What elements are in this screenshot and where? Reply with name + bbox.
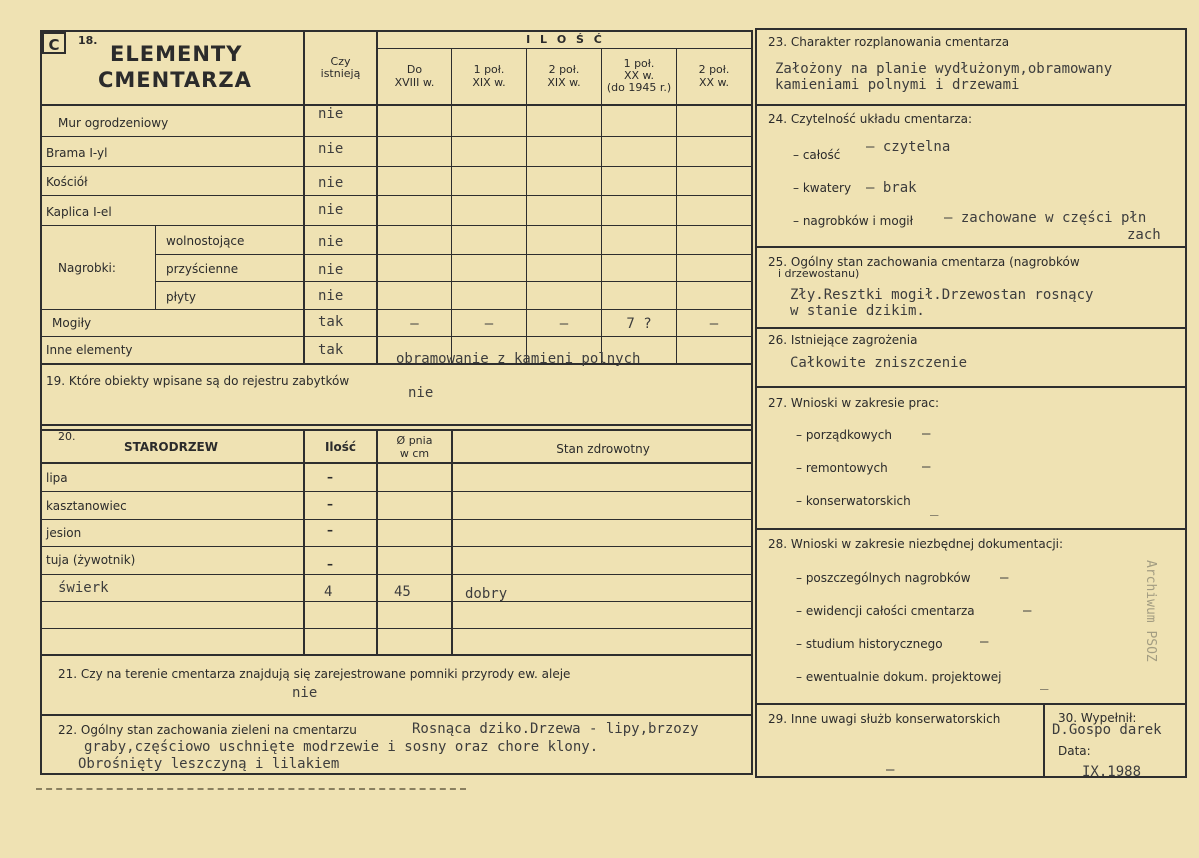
period-col-3-l2: XIX w. xyxy=(547,76,581,89)
row-label-wolnostojace: wolnostojące xyxy=(166,234,245,248)
mogily-period-1: – xyxy=(410,316,419,332)
period-col-3-l1: 2 poł. xyxy=(548,63,580,76)
period-col-4-l2: XX w. xyxy=(623,69,655,82)
row-value-brama: nie xyxy=(318,141,344,157)
q24-nagrobki-value: – zachowane w części płn xyxy=(944,210,1147,226)
period-col-5-l2: XX w. xyxy=(698,76,730,89)
q20-col-qty: Ilość xyxy=(324,440,357,454)
row-label-kaplica: Kaplica I-el xyxy=(46,205,112,219)
col-exists-line1: Czy xyxy=(330,55,351,68)
tree-name: jesion xyxy=(46,526,82,540)
q26-answer: Całkowite zniszczenie xyxy=(790,355,968,371)
q23-line2: kamieniami polnymi i drzewami xyxy=(775,77,1020,93)
q26-label: 26. Istniejące zagrożenia xyxy=(768,333,918,347)
q28-item: – ewidencji całości cmentarza xyxy=(796,604,975,618)
q25-line1: Zły.Resztki mogił.Drzewostan rosnący xyxy=(790,287,1094,303)
row-label-plyty: płyty xyxy=(166,290,196,304)
row-label-mogily: Mogiły xyxy=(52,316,92,330)
q22-line1: Rosnąca dziko.Drzewa - lipy,brzozy xyxy=(412,721,699,737)
q27-label: 27. Wnioski w zakresie prac: xyxy=(768,396,940,410)
table-title-line1: ELEMENTY xyxy=(110,42,243,66)
row-value-mur: nie xyxy=(318,106,344,122)
tree-name: lipa xyxy=(46,471,68,485)
q20-col-dia-line2: w cm xyxy=(399,447,430,460)
q20-col-health: Stan zdrowotny xyxy=(556,442,650,456)
q19-answer: nie xyxy=(408,385,434,401)
q23-line1: Założony na planie wydłużonym,obramowany xyxy=(775,61,1113,77)
q19-label: 19. Które obiekty wpisane są do rejestru zabytków xyxy=(46,374,350,388)
tree-qty: – xyxy=(327,523,333,537)
tree-qty: – xyxy=(327,470,333,484)
tree-diameter: 45 xyxy=(394,584,411,600)
q25-label: 25. Ogólny stan zachowania cmentarza (nagrobków xyxy=(768,255,1080,269)
q24-calosc-value: – czytelna xyxy=(866,139,951,155)
row-label-inne: Inne elementy xyxy=(46,343,133,357)
q22-label: 22. Ogólny stan zachowania zieleni na cmentarzu xyxy=(58,723,357,737)
q28-value: – xyxy=(1000,570,1009,586)
mogily-period-4: 7 ? xyxy=(626,316,652,332)
period-col-2-l2: XIX w. xyxy=(472,76,506,89)
archive-stamp: Archiwum PSOZ xyxy=(1143,560,1158,662)
q18-number: 18. xyxy=(78,34,98,47)
row-label-nagrobki: Nagrobki: xyxy=(58,261,116,275)
q28-value: – xyxy=(1023,603,1032,619)
q20-number: 20. xyxy=(58,430,76,443)
tree-qty: – xyxy=(327,557,333,571)
q20-col-dia-line1: Ø pnia xyxy=(396,434,433,447)
q24-nagrobki-value-cont: zach xyxy=(1127,227,1161,243)
q25-line2: w stanie dzikim. xyxy=(790,303,925,319)
q28-value: – xyxy=(980,634,989,650)
q21-label: 21. Czy na terenie cmentarza znajdują się zarejestrowane pomniki przyrody ew. aleje xyxy=(58,667,571,681)
q28-value: _ xyxy=(1040,674,1049,690)
q30-date-label: Data: xyxy=(1058,744,1091,758)
mogily-period-3: – xyxy=(559,316,569,332)
q24-label: 24. Czytelność układu cmentarza: xyxy=(768,112,973,126)
q30-name: D.Gospo darek xyxy=(1052,722,1162,738)
tree-name: kasztanowiec xyxy=(46,499,127,513)
q24-calosc-label: – całość xyxy=(793,148,841,162)
q30-date: IX.1988 xyxy=(1082,764,1142,780)
q27-item: – porządkowych xyxy=(796,428,892,442)
q24-nagrobki-label: – nagrobków i mogił xyxy=(793,214,914,228)
row-label-mur: Mur ogrodzeniowy xyxy=(58,116,169,130)
q25-label-cont: i drzewostanu) xyxy=(778,267,860,280)
q21-answer: nie xyxy=(292,685,318,701)
tree-name: tuja (żywotnik) xyxy=(46,553,136,567)
q27-item: – remontowych xyxy=(796,461,888,475)
q27-value: – xyxy=(922,459,931,475)
q22-line3: Obrośnięty leszczyną i lilakiem xyxy=(78,756,340,772)
footer-print-line xyxy=(36,788,466,790)
row-value-wolnostojace: nie xyxy=(318,234,344,250)
tree-qty: – xyxy=(327,497,333,511)
row-value-przyscienne: nie xyxy=(318,262,344,278)
q23-label: 23. Charakter rozplanowania cmentarza xyxy=(768,35,1010,49)
tree-name-handwritten: świerk xyxy=(58,580,109,596)
inne-note: obramowanie z kamieni polnych xyxy=(396,351,641,367)
section-letter: C xyxy=(42,32,66,54)
q28-label: 28. Wnioski w zakresie niezbędnej dokumentacji: xyxy=(768,537,1064,551)
row-value-kosciol: nie xyxy=(318,175,344,191)
q27-value: – xyxy=(922,426,931,442)
period-col-1-l2: XVIII w. xyxy=(394,76,435,89)
row-value-inne: tak xyxy=(318,342,344,358)
q28-item: – studium historycznego xyxy=(796,637,943,651)
q30-label: 30. Wypełnił: xyxy=(1058,711,1137,725)
row-label-przyscienne: przyścienne xyxy=(166,262,239,276)
tree-qty: 4 xyxy=(324,584,333,600)
row-label-brama: Brama I-yl xyxy=(46,146,108,160)
row-label-kosciol: Kościół xyxy=(46,175,88,189)
mogily-period-5: – xyxy=(709,316,719,332)
row-value-plyty: nie xyxy=(318,288,344,304)
period-col-4-l3: (do 1945 r.) xyxy=(606,81,672,94)
row-value-mogily: tak xyxy=(318,314,344,330)
q20-title: STARODRZEW xyxy=(124,440,218,454)
row-value-kaplica: nie xyxy=(318,202,344,218)
q28-item: – ewentualnie dokum. projektowej xyxy=(796,670,1002,684)
period-col-1-l1: Do xyxy=(406,63,423,76)
period-col-2-l1: 1 poł. xyxy=(473,63,505,76)
q24-kwatery-label: – kwatery xyxy=(793,181,852,195)
col-exists-line2: istnieją xyxy=(320,67,361,80)
q24-kwatery-value: – brak xyxy=(866,180,917,196)
q27-value: _ xyxy=(930,500,939,516)
q29-answer: – xyxy=(886,762,895,778)
q28-item: – poszczególnych nagrobków xyxy=(796,571,971,585)
q29-label: 29. Inne uwagi służb konserwatorskich xyxy=(768,712,1001,726)
col-amount-header: I L O Ś Ć xyxy=(526,33,605,46)
tree-health: dobry xyxy=(465,586,508,602)
q22-line2: graby,częściowo uschnięte modrzewie i sosny oraz chore klony. xyxy=(84,739,599,755)
table-title-line2: CMENTARZA xyxy=(98,68,252,92)
mogily-period-2: – xyxy=(484,316,494,332)
period-col-4-l1: 1 poł. xyxy=(623,57,655,70)
period-col-5-l1: 2 poł. xyxy=(698,63,730,76)
q27-item: – konserwatorskich xyxy=(796,494,911,508)
